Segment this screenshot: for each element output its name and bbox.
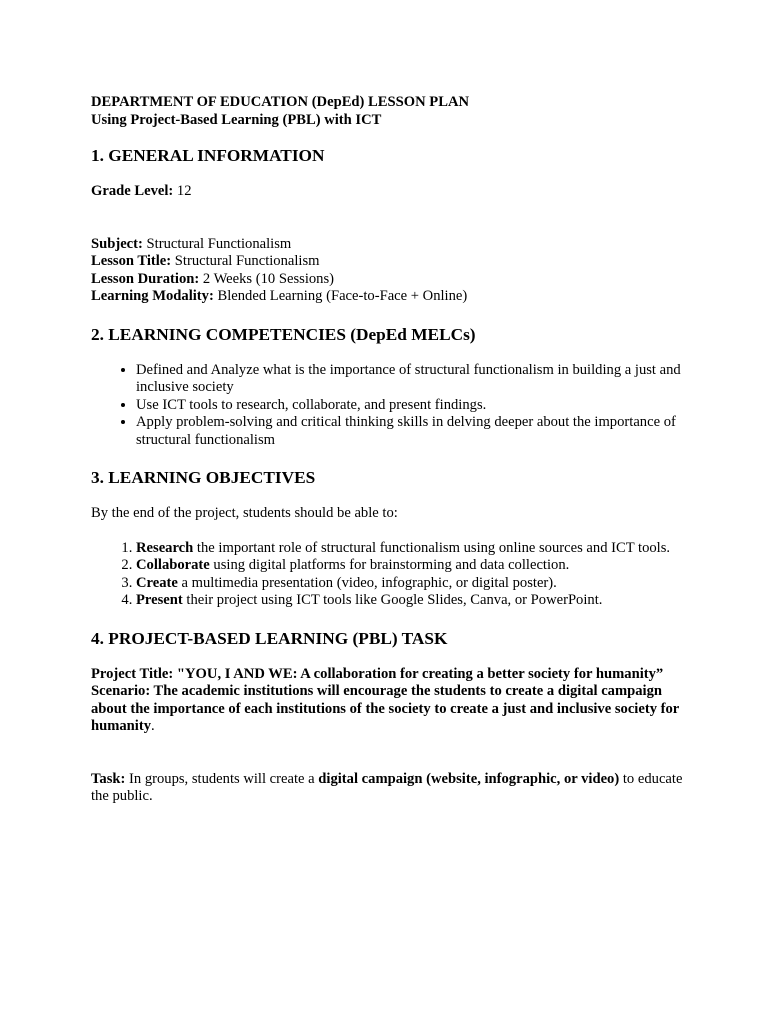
learning-modality-value: Blended Learning (Face-to-Face + Online) <box>213 288 468 304</box>
lesson-title-line <box>91 253 691 271</box>
lesson-title-label: Lesson Title: <box>91 253 172 269</box>
subject-line <box>91 236 691 254</box>
list-item: • Use ICT tools to research, collaborate, and present findings. <box>136 397 691 415</box>
document-subtitle: Using Project-Based Learning (PBL) with ICT <box>91 111 382 128</box>
grade-level-line <box>91 183 691 201</box>
learning-modality-line <box>91 288 691 306</box>
task: Task: In groups, students will create a digital campaign (website, infographic, or video) to educate the public. <box>91 770 683 804</box>
competencies-list <box>91 362 691 450</box>
lesson-plan-content <box>91 94 691 806</box>
section-heading-pbl-task: 4. PROJECT-BASED LEARNING (PBL) TASK <box>91 628 448 648</box>
lesson-duration-line <box>91 271 691 289</box>
objectives-intro: By the end of the project, students should be able to: <box>91 505 398 521</box>
objectives-list <box>91 540 691 610</box>
subject-label: Subject: <box>91 235 143 252</box>
lesson-title-value: Structural Functionalism <box>171 253 320 269</box>
grade-level-value: 12 <box>173 183 192 199</box>
section-heading-learning-competencies: 2. LEARNING COMPETENCIES (DepEd MELCs) <box>91 324 476 344</box>
list-item: 2. Collaborate using digital platforms for brainstorming and data collection. <box>136 557 691 575</box>
learning-modality-label: Learning Modality: <box>91 288 214 304</box>
list-item: 3. Create a multimedia presentation (video, infographic, or digital poster). <box>136 575 691 593</box>
subject-value: Structural Functionalism <box>142 235 292 252</box>
list-item: 1. Research the important role of structural functionalism using online sources and ICT tools. <box>136 540 691 558</box>
lesson-duration-value: 2 Weeks (10 Sessions) <box>199 270 335 287</box>
list-item: • Defined and Analyze what is the importance of structural functionalism in building a just and inclusive society <box>136 362 691 397</box>
section-heading-learning-objectives: 3. LEARNING OBJECTIVES <box>91 468 316 487</box>
task-label: Task: <box>91 770 126 787</box>
scenario: Scenario: The academic institutions will encourage the students to create a digital campaign about the importance of each institutions of the society to create a just and inclusive society for humanity. <box>91 683 680 734</box>
list-item: • Apply problem-solving and critical thinking skills in delving deeper about the importance of structural functionalism <box>136 414 691 449</box>
grade-level-label: Grade Level: <box>91 183 174 199</box>
lesson-duration-label: Lesson Duration: <box>91 270 200 287</box>
list-item: 4. Present their project using ICT tools like Google Slides, Canva, or PowerPoint. <box>136 592 691 610</box>
project-title: Project Title: "YOU, I AND WE: A collaboration for creating a better society for humanity” <box>91 665 664 682</box>
section-heading-general-information: 1. GENERAL INFORMATION <box>91 146 325 165</box>
document-title: DEPARTMENT OF EDUCATION (DepEd) LESSON PLAN <box>91 94 470 110</box>
